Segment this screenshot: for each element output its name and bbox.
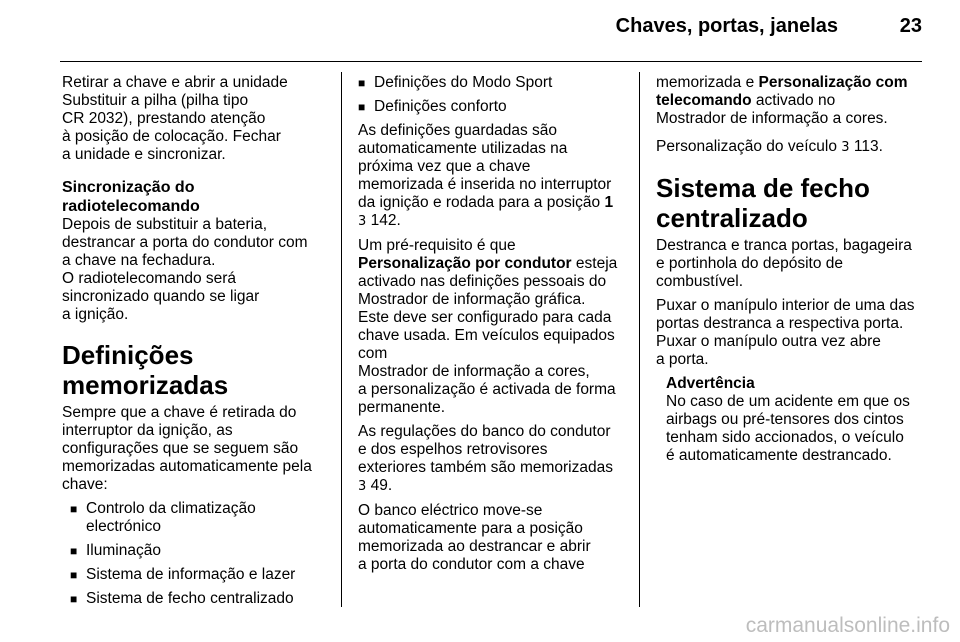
text-line: Mostrador de informação gráfica. bbox=[358, 291, 586, 308]
heading-line: radiotelecomando bbox=[62, 198, 200, 215]
warning-box bbox=[666, 375, 926, 465]
text-line: Controlo da climatização bbox=[86, 500, 256, 517]
text-line: Este deve ser configurado para cada bbox=[358, 309, 612, 326]
paragraph bbox=[656, 138, 926, 157]
text-span: da ignição e rodada para a posição bbox=[358, 194, 605, 211]
text-line: memorizada ao destrancar e abrir bbox=[358, 538, 591, 555]
text-line: Definições do Modo Sport bbox=[374, 74, 553, 91]
watermark: carmanualsonline.info bbox=[745, 614, 950, 637]
text-line: Iluminação bbox=[86, 542, 161, 559]
paragraph bbox=[358, 502, 628, 574]
page-reference[interactable] bbox=[358, 212, 628, 231]
text-line: Substituir a pilha (pilha tipo bbox=[62, 92, 249, 109]
text-line bbox=[358, 194, 628, 212]
list-item bbox=[358, 98, 628, 116]
text-line: a chave na fechadura. bbox=[62, 252, 216, 269]
text-line: electrónico bbox=[86, 518, 161, 535]
text-line: No caso de um acidente em que os bbox=[666, 393, 910, 410]
text-line: memorizadas automaticamente pela bbox=[62, 458, 312, 475]
bullet-icon: ■ bbox=[70, 592, 78, 606]
text-line: automaticamente para a posição bbox=[358, 520, 583, 537]
central-locking-heading bbox=[656, 173, 926, 233]
text-line: permanente. bbox=[358, 399, 446, 416]
intro-paragraph bbox=[62, 74, 332, 164]
text-line: a porta do condutor com a chave bbox=[358, 556, 585, 573]
list-item bbox=[70, 590, 332, 608]
header-title: Chaves, portas, janelas bbox=[615, 15, 838, 37]
text-line: chave usada. Em veículos equipados bbox=[358, 327, 615, 344]
text-line: a unidade e sincronizar. bbox=[62, 146, 226, 163]
text-line: chave: bbox=[62, 476, 108, 493]
text-span: memorizada e bbox=[656, 74, 759, 91]
page-ref-icon: 3 bbox=[841, 140, 850, 155]
text-span: Personalização do veículo bbox=[656, 138, 842, 155]
paragraph bbox=[656, 74, 926, 128]
paragraph bbox=[358, 237, 628, 417]
text-span: activado no bbox=[751, 92, 836, 109]
text-line: combustível. bbox=[656, 273, 744, 290]
setting-name: Personalização por condutor bbox=[358, 255, 572, 272]
page-ref-icon: 3 bbox=[358, 214, 367, 229]
column-1 bbox=[62, 74, 332, 614]
text-line: interruptor da ignição, as bbox=[62, 422, 233, 439]
text-line: airbags ou pré-tensores dos cintos bbox=[666, 411, 904, 428]
bullet-icon: ■ bbox=[70, 568, 78, 582]
list-item bbox=[70, 500, 332, 536]
text-line: As definições guardadas são bbox=[358, 122, 558, 139]
text-line: à posição de colocação. Fechar bbox=[62, 128, 281, 145]
paragraph bbox=[656, 297, 926, 369]
bullet-icon: ■ bbox=[358, 100, 366, 114]
text-line: configurações que se seguem são bbox=[62, 440, 299, 457]
text-line: Retirar a chave e abrir a unidade bbox=[62, 74, 288, 91]
setting-name: Personalização com bbox=[758, 74, 908, 91]
ignition-position-label: 1 bbox=[604, 194, 614, 211]
text-line: Um pré-requisito é que bbox=[358, 237, 516, 254]
warning-title: Advertência bbox=[666, 375, 755, 392]
memorized-heading: Definições memorizadas bbox=[62, 340, 229, 400]
bullet-icon: ■ bbox=[358, 76, 366, 90]
text-line: é automaticamente destrancado. bbox=[666, 447, 892, 464]
list-item bbox=[358, 74, 628, 92]
page-header bbox=[60, 0, 922, 62]
text-line: As regulações do banco do condutor bbox=[358, 423, 611, 440]
text-line bbox=[358, 255, 628, 273]
text-line: a personalização é activada de forma bbox=[358, 381, 616, 398]
text-line: automaticamente utilizadas na bbox=[358, 140, 568, 157]
text-line: destrancar a porta do condutor com bbox=[62, 234, 308, 251]
sync-paragraph bbox=[62, 216, 332, 324]
text-line bbox=[656, 74, 926, 92]
heading-line: Sincronização do bbox=[62, 179, 195, 196]
text-line: tenham sido accionados, o veículo bbox=[666, 429, 904, 446]
page-ref-icon: 3 bbox=[358, 479, 367, 494]
sync-heading bbox=[62, 178, 332, 216]
column-divider bbox=[341, 72, 342, 607]
setting-name: telecomando bbox=[656, 92, 752, 109]
text-line: sincronizado quando se ligar bbox=[62, 288, 260, 305]
paragraph bbox=[358, 423, 628, 496]
text-line bbox=[656, 92, 926, 110]
text-line: Sistema de informação e lazer bbox=[86, 566, 296, 583]
list-item bbox=[70, 542, 332, 560]
heading-line: Sistema de fecho bbox=[656, 173, 870, 203]
memorized-paragraph bbox=[62, 404, 332, 494]
text-line: Mostrador de informação a cores. bbox=[656, 110, 888, 127]
text-line: Depois de substituir a bateria, bbox=[62, 216, 268, 233]
text-line: activado nas definições pessoais do bbox=[358, 273, 607, 290]
paragraph bbox=[656, 237, 926, 291]
text-line: Sempre que a chave é retirada do bbox=[62, 404, 297, 421]
column-divider bbox=[639, 72, 640, 607]
bullet-icon: ■ bbox=[70, 544, 78, 558]
text-span: esteja bbox=[571, 255, 618, 272]
text-line: O banco eléctrico move-se bbox=[358, 502, 543, 519]
text-line: Sistema de fecho centralizado bbox=[86, 590, 294, 607]
column-3 bbox=[656, 74, 926, 465]
text-line: com bbox=[358, 345, 388, 362]
text-line: memorizada é inserida no interruptor bbox=[358, 176, 612, 193]
text-line: a porta. bbox=[656, 351, 709, 368]
page-reference[interactable] bbox=[358, 477, 628, 496]
page-ref-number: 49. bbox=[370, 477, 393, 494]
text-line: Puxar o manípulo outra vez abre bbox=[656, 333, 881, 350]
column-2 bbox=[358, 74, 628, 580]
page-reference[interactable] bbox=[656, 138, 926, 157]
text-line: e dos espelhos retrovisores bbox=[358, 441, 548, 458]
heading-line: centralizado bbox=[656, 203, 808, 233]
text-line: a ignição. bbox=[62, 306, 129, 323]
page-number: 23 bbox=[899, 15, 922, 37]
text-line: exteriores também são memorizadas bbox=[358, 459, 613, 476]
bullet-icon: ■ bbox=[70, 502, 78, 516]
page-ref-number: 142. bbox=[370, 212, 401, 229]
text-line: O radiotelecomando será bbox=[62, 270, 237, 287]
list-item bbox=[70, 566, 332, 584]
text-line: portas destranca a respectiva porta. bbox=[656, 315, 904, 332]
text-line: e portinhola do depósito de bbox=[656, 255, 844, 272]
text-line: próxima vez que a chave bbox=[358, 158, 531, 175]
text-line: CR 2032), prestando atenção bbox=[62, 110, 266, 127]
page-ref-number: 113. bbox=[853, 138, 883, 155]
text-line: Definições conforto bbox=[374, 98, 507, 115]
text-line: Mostrador de informação a cores, bbox=[358, 363, 590, 380]
text-line: Destranca e tranca portas, bagageira bbox=[656, 237, 912, 254]
paragraph bbox=[358, 122, 628, 231]
text-line: Puxar o manípulo interior de uma das bbox=[656, 297, 915, 314]
